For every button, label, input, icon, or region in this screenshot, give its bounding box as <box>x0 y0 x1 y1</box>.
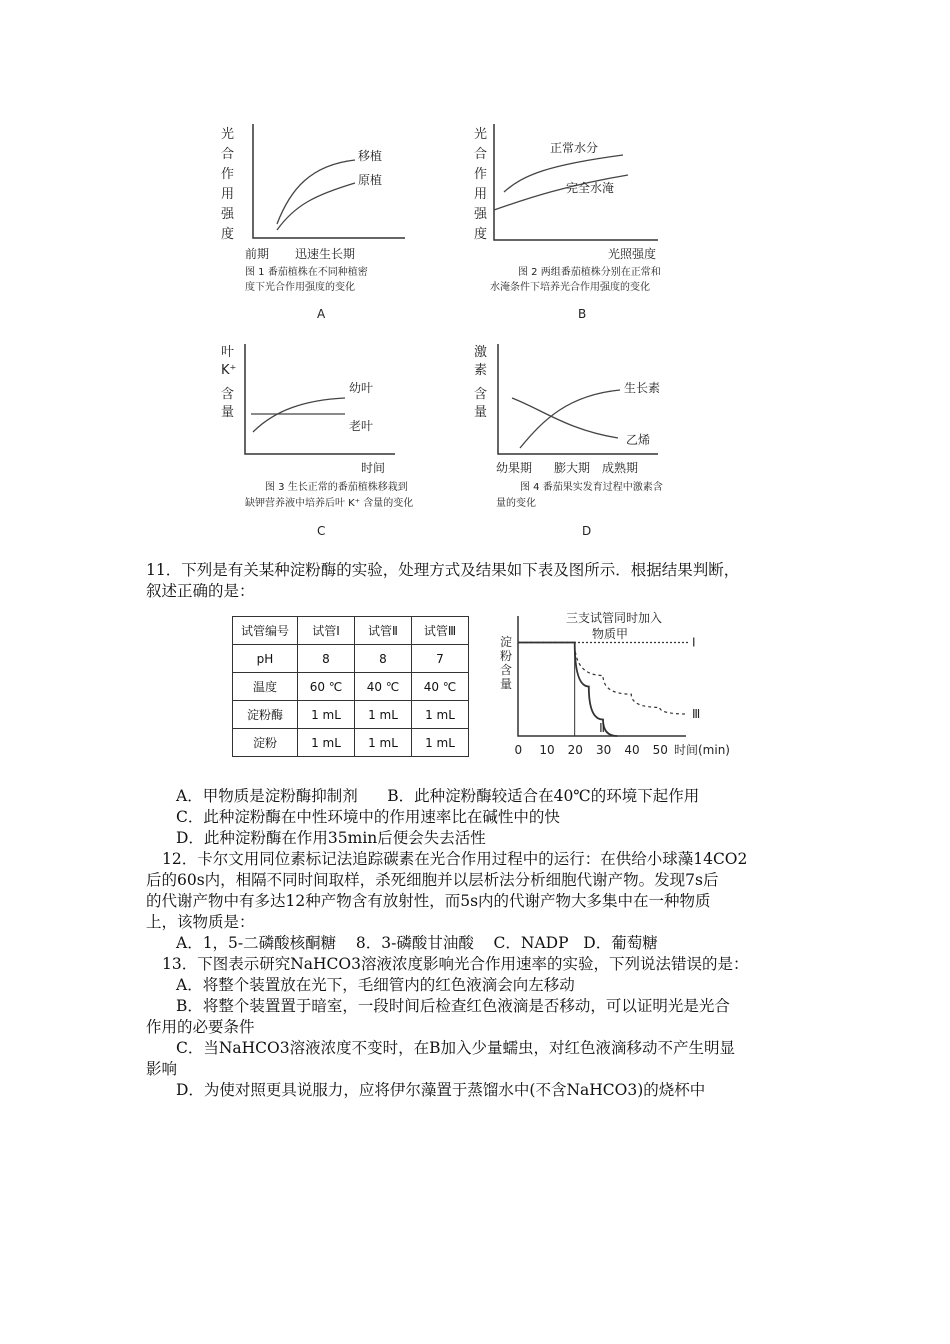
curve-label-2: 老叶 <box>349 419 374 433</box>
q12-line-4: 上，该物质是： <box>146 913 255 931</box>
chart-title-line-1: 三支试管同时加入 <box>566 611 663 625</box>
figure-b <box>468 120 683 325</box>
x-tick-label: 30 <box>596 743 612 757</box>
q13-option-c-cont: 影响 <box>146 1060 178 1078</box>
svg-text:强: 强 <box>474 207 488 222</box>
chart-x-ticks <box>515 743 668 757</box>
table-cell: 试管编号 <box>233 617 298 645</box>
q13-option-b-cont: 作用的必要条件 <box>146 1018 255 1036</box>
figure-letter: C <box>317 524 326 538</box>
figure-letter: B <box>578 307 587 321</box>
series-line-3 <box>518 643 688 715</box>
y-axis-label <box>474 345 487 420</box>
table-row <box>233 701 469 729</box>
q13-option-c: C．当NaHCO3溶液浓度不变时，在B加入少量蠕虫，对红色液滴移动不产生明显 <box>176 1039 736 1057</box>
caption-line-1: 图 4 番茄果实发育过程中激素含 <box>520 482 663 493</box>
table-cell: 40 ℃ <box>412 673 469 701</box>
table-row <box>233 617 469 645</box>
x-label-3: 成熟期 <box>602 461 639 475</box>
caption-line-2: 量的变化 <box>496 498 536 509</box>
curve-label-1: 幼叶 <box>349 381 374 395</box>
figure-d <box>468 340 688 540</box>
caption-line-2: 缺钾营养液中培养后叶 K⁺ 含量的变化 <box>245 498 414 509</box>
x-label-1: 幼果期 <box>496 461 533 475</box>
series-label-3: Ⅲ <box>692 707 701 721</box>
chart-x-label: 时间(min) <box>674 743 730 757</box>
q11-option-d: D．此种淀粉酶在作用35min后便会失去活性 <box>176 829 486 847</box>
curve-original <box>277 183 355 230</box>
x-tick-label: 0 <box>514 743 523 757</box>
q11-stem-line-1: 11．下列是有关某种淀粉酶的实验，处理方式及结果如下表及图所示．根据结果判断， <box>146 561 740 579</box>
svg-text:作: 作 <box>221 167 235 182</box>
svg-text:度: 度 <box>221 227 235 242</box>
figure-c <box>215 340 430 540</box>
table-cell: 1 mL <box>298 729 355 757</box>
svg-text:用: 用 <box>221 187 235 202</box>
curve-ethylene <box>512 398 618 438</box>
curve-label-1: 移植 <box>358 149 383 163</box>
caption-line-2: 度下光合作用强度的变化 <box>245 282 355 293</box>
svg-text:作: 作 <box>474 167 488 182</box>
x-tick-label: 50 <box>652 743 668 757</box>
figure-letter: D <box>582 524 592 538</box>
caption-line-2: 水淹条件下培养光合作用强度的变化 <box>490 282 650 293</box>
svg-text:含: 含 <box>221 387 235 402</box>
curve-young-leaf <box>253 398 345 432</box>
svg-text:合: 合 <box>221 147 235 162</box>
q13-option-d: D．为使对照更具说服力，应将伊尔藻置于蒸馏水中(不含NaHCO3)的烧杯中 <box>176 1081 706 1099</box>
x-label-1: 前期 <box>245 247 270 261</box>
svg-text:量: 量 <box>221 405 235 420</box>
table-cell: 8 <box>355 645 412 673</box>
q12-line-3: 的代谢产物中有多达12种产物含有放射性，而5s内的代谢产物大多集中在一种物质 <box>146 892 711 910</box>
table-cell: 7 <box>412 645 469 673</box>
curve-label-2: 乙烯 <box>626 433 651 447</box>
table-cell: 温度 <box>233 673 298 701</box>
q12-line-2: 后的60s内，相隔不同时间取样，杀死细胞并以层析法分析细胞代谢产物。发现7s后 <box>146 871 719 889</box>
q13-option-b: B．将整个装置置于暗室，一段时间后检查红色液滴是否移动，可以证明光是光合 <box>176 997 730 1015</box>
curve-label-2: 原植 <box>358 173 383 187</box>
table-cell: 试管Ⅰ <box>298 617 355 645</box>
svg-text:激: 激 <box>474 345 488 360</box>
svg-text:合: 合 <box>474 147 488 162</box>
table-cell: 1 mL <box>412 701 469 729</box>
svg-text:光: 光 <box>474 127 488 142</box>
q11-option-ab: A．甲物质是淀粉酶抑制剂 B．此种淀粉酶较适合在40℃的环境下起作用 <box>176 787 700 805</box>
q12-options: A．1，5-二磷酸核酮糖 8．3-磷酸甘油酸 C．NADP D．葡萄糖 <box>176 934 658 952</box>
table-cell: 1 mL <box>355 729 412 757</box>
table-cell: 8 <box>298 645 355 673</box>
svg-text:淀: 淀 <box>500 635 513 649</box>
svg-text:粉: 粉 <box>500 649 513 663</box>
svg-text:用: 用 <box>474 187 488 202</box>
enzyme-table <box>232 616 469 757</box>
caption-line-1: 图 3 生长正常的番茄植株移栽到 <box>265 482 408 493</box>
x-label: 时间 <box>361 461 386 475</box>
caption-line-1: 图 2 两组番茄植株分别在正常和 <box>518 267 661 278</box>
series-label-1: Ⅰ <box>692 635 696 650</box>
y-axis-label <box>221 345 236 420</box>
svg-text:素: 素 <box>474 363 488 378</box>
svg-text:量: 量 <box>474 405 488 420</box>
table-cell: 淀粉酶 <box>233 701 298 729</box>
caption-line-1: 图 1 番茄植株在不同种植密 <box>245 267 368 278</box>
y-axis-label <box>221 126 235 242</box>
svg-text:度: 度 <box>474 227 488 242</box>
svg-text:含: 含 <box>500 663 513 677</box>
svg-text:强: 强 <box>221 207 235 222</box>
svg-text:量: 量 <box>500 677 513 691</box>
x-label-2: 迅速生长期 <box>295 247 356 261</box>
table-cell: 1 mL <box>298 701 355 729</box>
table-cell: 1 mL <box>355 701 412 729</box>
series-label-2: Ⅱ <box>599 721 606 735</box>
table-cell: 40 ℃ <box>355 673 412 701</box>
table-cell: 试管Ⅱ <box>355 617 412 645</box>
table-row <box>233 673 469 701</box>
x-tick-label: 20 <box>567 743 583 757</box>
x-tick-label: 40 <box>624 743 640 757</box>
chart-series-group <box>518 636 700 737</box>
figure-letter: A <box>317 307 326 321</box>
starch-chart <box>496 606 736 761</box>
table-cell: 淀粉 <box>233 729 298 757</box>
svg-text:含: 含 <box>474 387 488 402</box>
axes <box>253 124 405 238</box>
curve-transplant <box>277 160 355 224</box>
chart-title-line-2: 物质甲 <box>592 627 629 641</box>
x-label-2: 膨大期 <box>554 461 591 475</box>
y-axis-label <box>474 126 488 242</box>
curve-label-1: 正常水分 <box>550 141 599 155</box>
q13-stem: 13．下图表示研究NaHCO3溶液浓度影响光合作用速率的实验，下列说法错误的是： <box>162 955 749 973</box>
q12-line-1: 12．卡尔文用同位素标记法追踪碳素在光合作用过程中的运行：在供给小球藻14CO2 <box>162 850 748 868</box>
table-cell: 1 mL <box>412 729 469 757</box>
table-cell: 试管Ⅲ <box>412 617 469 645</box>
q11-stem-line-2: 叙述正确的是： <box>146 582 255 600</box>
svg-text:叶: 叶 <box>221 345 235 360</box>
table-cell: 60 ℃ <box>298 673 355 701</box>
axes <box>245 344 395 454</box>
curve-label-1: 生长素 <box>624 381 661 395</box>
chart-y-label <box>500 634 512 691</box>
curve-label-2: 完全水淹 <box>566 181 615 195</box>
figure-a <box>215 120 415 325</box>
q13-option-a: A．将整个装置放在光下，毛细管内的红色液滴会向左移动 <box>176 976 575 994</box>
curve-auxin <box>520 390 620 448</box>
q11-option-c: C．此种淀粉酶在中性环境中的作用速率比在碱性中的快 <box>176 808 560 826</box>
table-row <box>233 645 469 673</box>
table-row <box>233 729 469 757</box>
table-cell: pH <box>233 645 298 673</box>
svg-text:光: 光 <box>221 127 235 142</box>
svg-text:K⁺: K⁺ <box>221 363 237 378</box>
x-label: 光照强度 <box>608 247 657 261</box>
x-tick-label: 10 <box>539 743 555 757</box>
